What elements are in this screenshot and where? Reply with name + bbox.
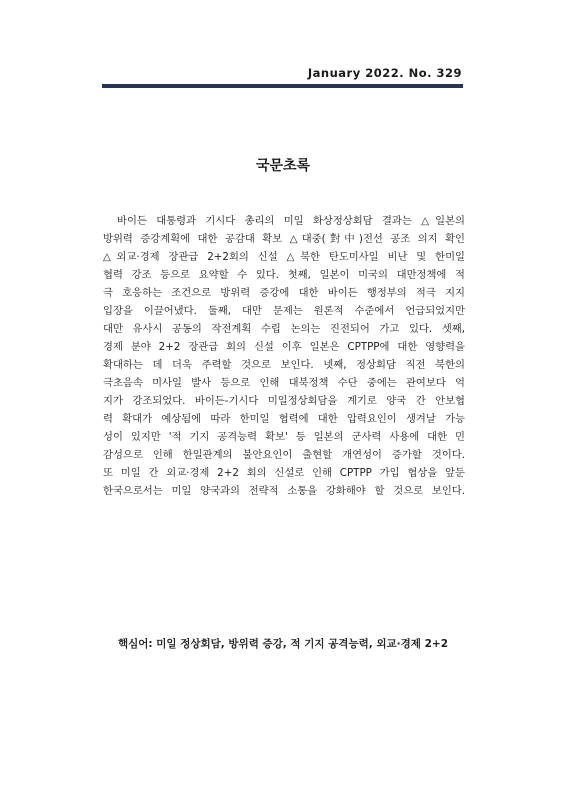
- abstract-line: △외교·경제 장관급 2+2회의 신설 △북한 탄도미사일 비난 및 한미일: [103, 251, 465, 263]
- abstract-line: 또 미일 간 외교·경제 2+2 회의 신설로 인해 CPTPP 가입 협상을 앞둔: [103, 467, 465, 479]
- abstract-line: 협력 강조 등으로 요약할 수 있다. 첫째, 일본이 미국의 대만정책에 적: [103, 269, 465, 281]
- abstract-line: 한국으로서는 미일 양국과의 전략적 소통을 강화해야 할 것으로 보인다.: [103, 485, 465, 497]
- abstract-line: 바이든 대통령과 기시다 총리의 미일 화상정상회담 결과는 △일본의: [117, 215, 465, 227]
- abstract-body: [103, 212, 465, 500]
- abstract-line: 감성으로 인해 한일관계의 불안요인이 출현할 개연성이 증가할 것이다.: [103, 449, 465, 461]
- abstract-title: 국문초록: [255, 158, 311, 174]
- abstract-line: 극초음속 미사일 발사 등으로 인해 대북정책 수단 중에는 관여보다 억: [103, 377, 465, 389]
- abstract-line: 경제 분야 2+2 장관급 회의 신설 이후 일본은 CPTPP에 대한 영향력을: [103, 341, 465, 353]
- abstract-line: 극 호응하는 조건으로 방위력 증강에 대한 바이든 행정부의 적극 지지: [103, 287, 465, 299]
- abstract-line: 확대하는 데 더욱 주력할 것으로 보인다. 넷째, 정상회담 직전 북한의: [103, 359, 465, 371]
- abstract-line: 방위력 증강계획에 대한 공감대 확보 △대중(對中)전선 공조 의지 확인: [103, 233, 465, 245]
- abstract-line: 성이 있지만 '적 기지 공격능력 확보' 등 일본의 군사력 사용에 대한 민: [103, 431, 465, 443]
- abstract-line: 입장을 이끌어냈다. 둘째, 대만 문제는 원론적 수준에서 언급되었지만: [103, 305, 465, 317]
- header-rule: [102, 84, 463, 88]
- abstract-line: 대만 유사시 공동의 작전계획 수립 논의는 진전되어 가고 있다. 셋째,: [103, 323, 465, 335]
- keywords: 핵심어: 미일 정상회담, 방위력 증강, 적 기지 공격능력, 외교·경제 2+2: [117, 638, 449, 650]
- issue-label: January 2022. No. 329: [307, 66, 462, 80]
- abstract-line: 지가 강조되었다. 바이든-기시다 미일정상회담을 계기로 양국 간 안보협: [103, 395, 465, 407]
- abstract-line: 력 확대가 예상됨에 따라 한미일 협력에 대한 압력요인이 생겨날 가능: [103, 413, 465, 425]
